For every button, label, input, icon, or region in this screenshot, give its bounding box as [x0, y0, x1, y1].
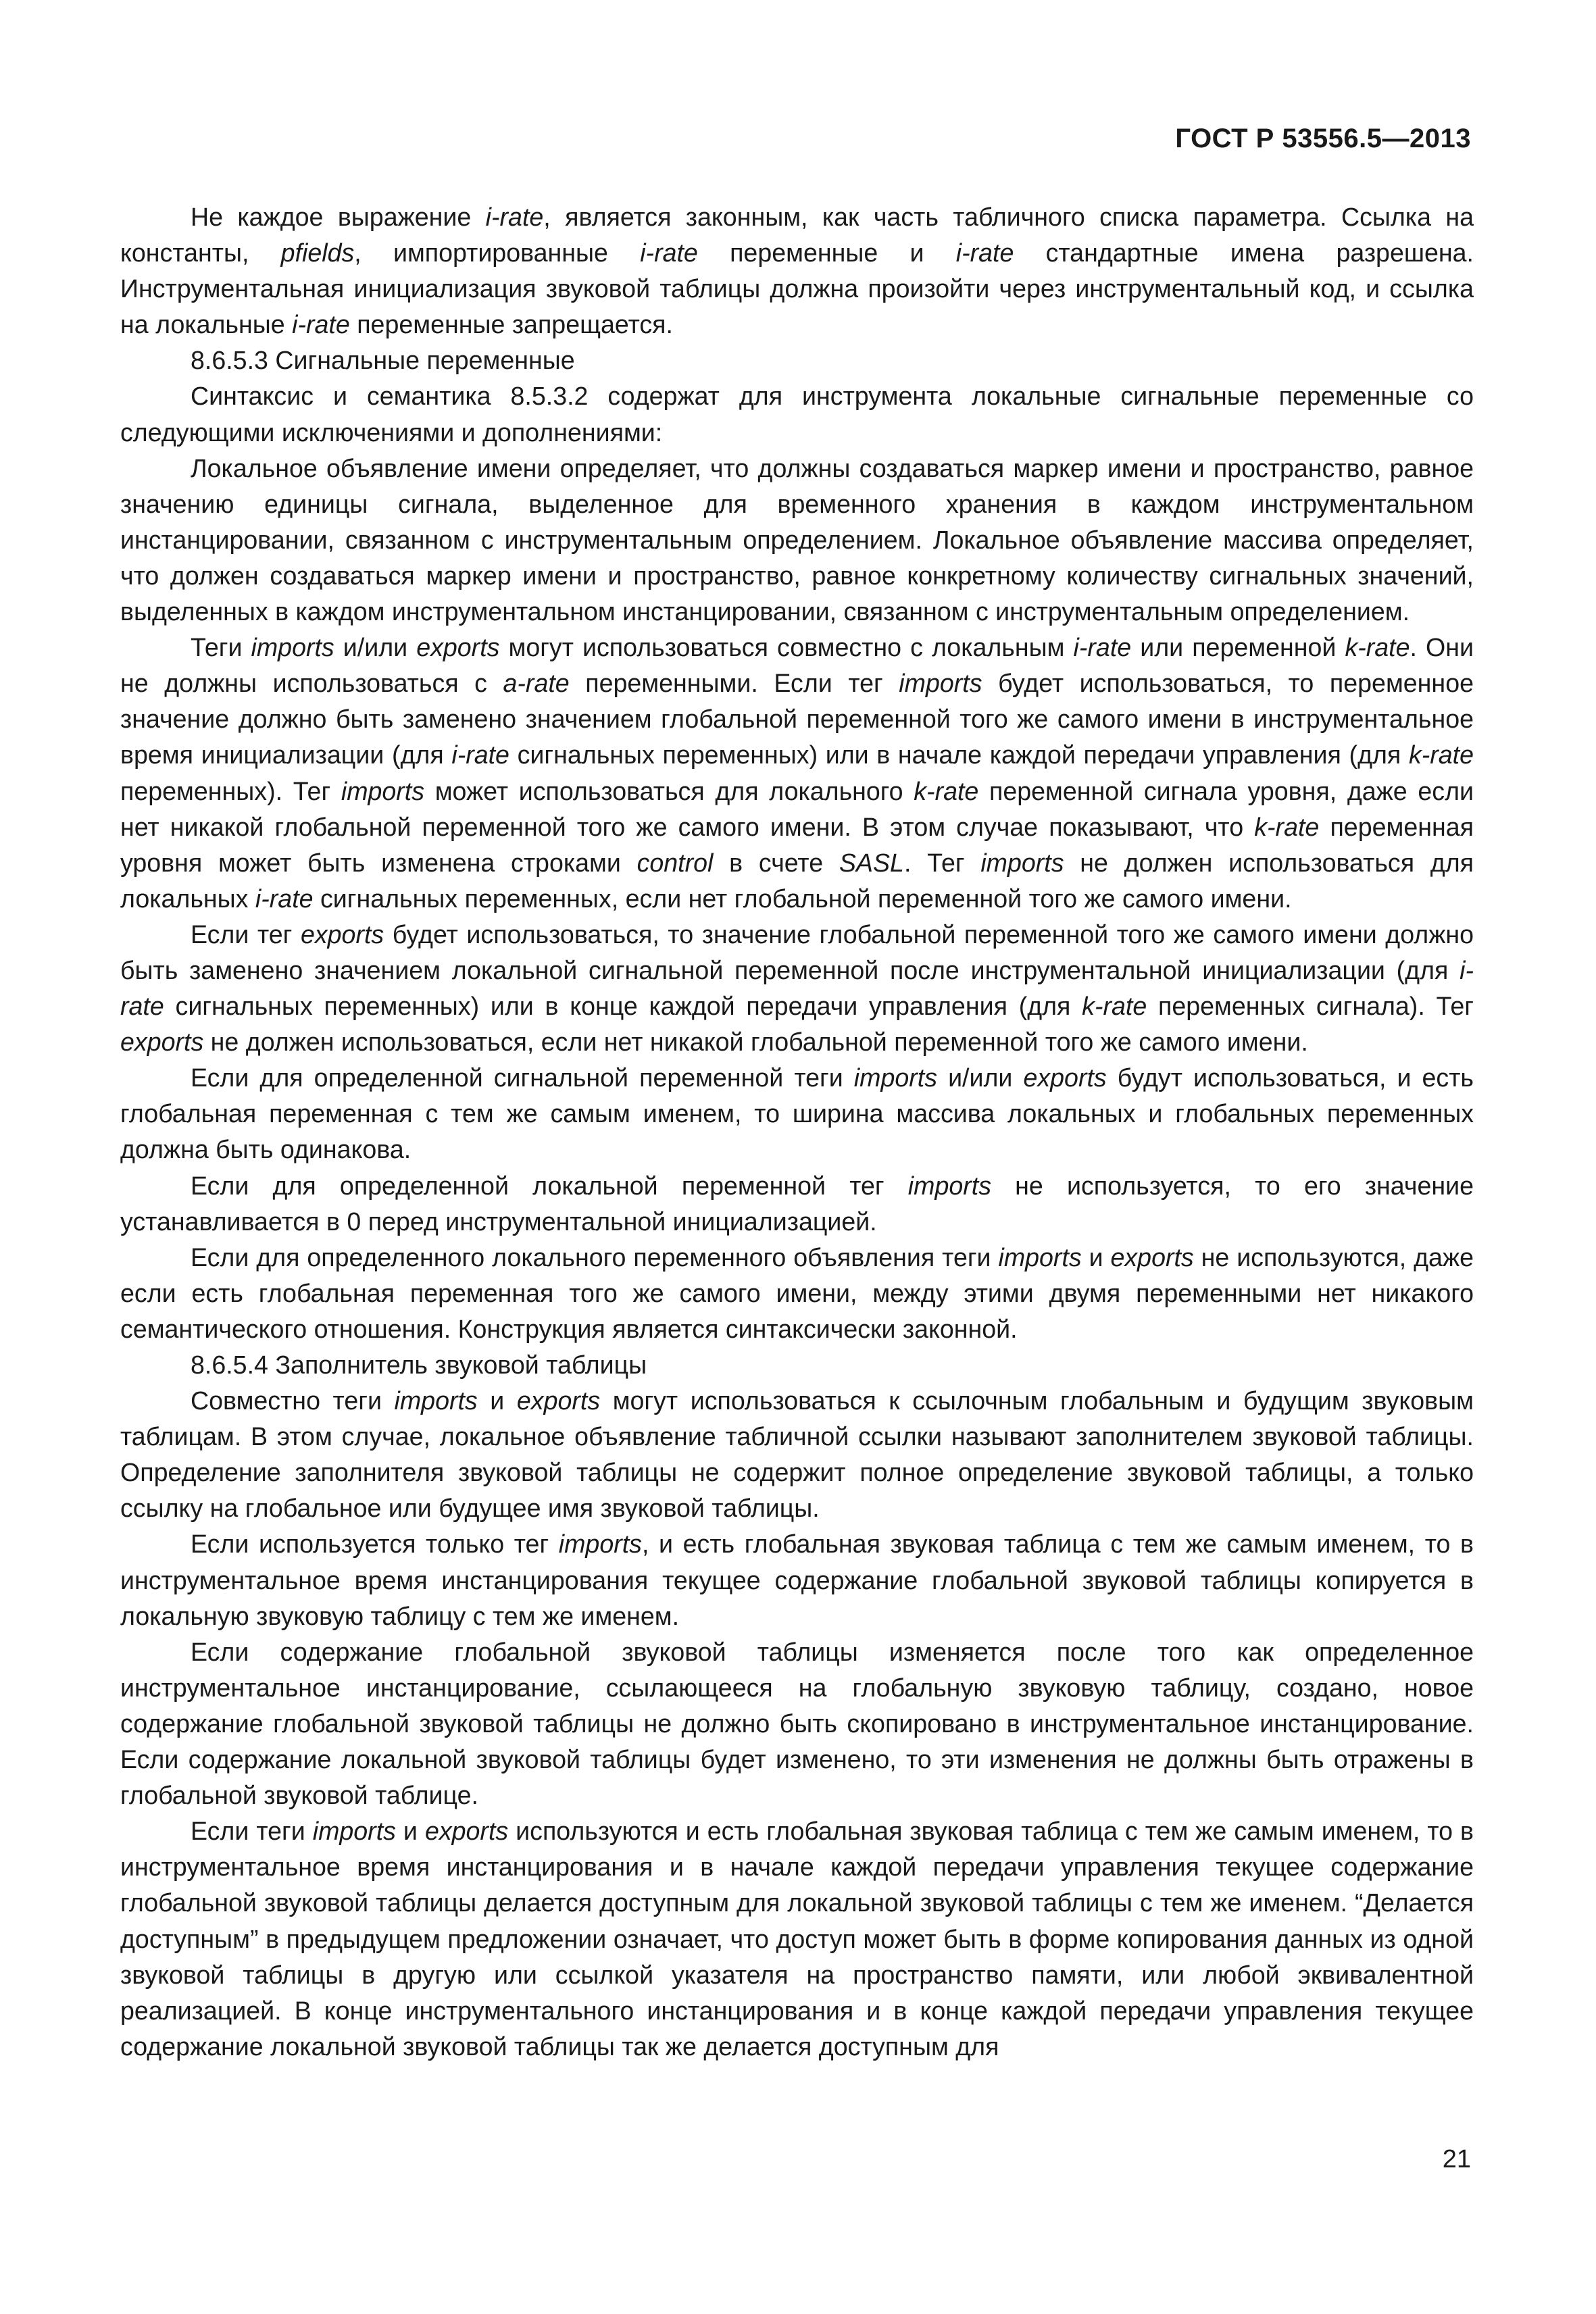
standard-header: ГОСТ Р 53556.5—2013	[1175, 124, 1471, 153]
body-text	[120, 199, 1474, 2065]
paragraph: Если теги imports и exports используются и есть глобальная звуковая таблица с тем же самым именем, то в инструментальное время инстанцирования и в начале каждой передачи управления текущее содержание глобальной звуковой таблицы делается доступным для локальной звуковой таблицы с тем же именем. “Делается доступным” в предыдущем предложении означает, что доступ может быть в форме копирования данных из одной звуковой таблицы в другую или ссылкой указателя на пространство памяти, или любой эквивалентной реализацией. В конце инструментального инстанцирования и в конце каждой передачи управления текущее содержание локальной звуковой таблицы так же делается доступным для	[120, 1817, 1474, 2061]
paragraph: Если содержание глобальной звуковой таблицы изменяется после того как определенное инструментальное инстанцирование, ссылающееся на глобальную звуковую таблицу, создано, новое содержание глобальной звуковой таблицы не должно быть скопировано в инструментальное инстанцирование. Если содержание локальной звуковой таблицы будет изменено, то эти изменения не должны быть отражены в глобальной звуковой таблице.	[120, 1637, 1474, 1810]
page-number: 21	[1442, 2145, 1471, 2173]
section-heading: 8.6.5.3 Сигнальные переменные	[191, 346, 575, 375]
paragraph: Теги imports и/или exports могут использоваться совместно с локальным i-rate или переменной k-rate. Они не должны использоваться с a-rate переменными. Если тег imports будет использоваться, то переменное значение должно быть заменено значением глобальной переменной того же самого имени в инструментальное время инициализации (для i-rate сигнальных переменных) или в начале каждой передачи управления (для k-rate переменных). Тег imports может использоваться для локального k-rate переменной сигнала уровня, даже если нет никакой глобальной переменной того же самого имени. В этом случае показывают, что k-rate переменная уровня может быть изменена строками control в счете SASL. Тег imports не должен использоваться для локальных i-rate сигнальных переменных, если нет глобальной переменной того же самого имени.	[120, 633, 1474, 913]
paragraph: Синтаксис и семантика 8.5.3.2 содержат для инструмента локальные сигнальные переменные со следующими исключениями и дополнениями:	[120, 382, 1474, 447]
paragraph: Если для определенной сигнальной переменной теги imports и/или exports будут использоваться, и есть глобальная переменная с тем же самым именем, то ширина массива локальных и глобальных переменных должна быть одинакова.	[120, 1063, 1474, 1164]
paragraph: Локальное объявление имени определяет, что должны создаваться маркер имени и пространство, равное значению единицы сигнала, выделенное для временного хранения в каждом инструментальном инстанцировании, связанном с инструментальным определением. Локальное объявление массива определяет, что должен создаваться маркер имени и пространство, равное конкретному количеству сигнальных значений, выделенных в каждом инструментальном инстанцировании, связанном с инструментальным определением.	[120, 453, 1474, 626]
paragraph: Если для определенной локальной переменной тег imports не используется, то его значение устанавливается в 0 перед инструментальной инициализацией.	[120, 1171, 1474, 1236]
section-heading: 8.6.5.4 Заполнитель звуковой таблицы	[191, 1351, 647, 1379]
paragraph: Если тег exports будет использоваться, то значение глобальной переменной того же самого имени должно быть заменено значением локальной сигнальной переменной после инструментальной инициализации (для i-rate сигнальных переменных) или в конце каждой передачи управления (для k-rate переменных сигнала). Тег exports не должен использоваться, если нет никакой глобальной переменной того же самого имени.	[120, 920, 1474, 1057]
paragraph: Не каждое выражение i-rate, является законным, как часть табличного списка параметра. Ссылка на константы, pfields, импортированные i-rate переменные и i-rate стандартные имена разрешена. Инструментальная инициализация звуковой таблицы должна произойти через инструментальный код, и ссылка на локальные i-rate переменные запрещается.	[120, 203, 1474, 339]
paragraph: Если для определенного локального переменного объявления теги imports и exports не используются, даже если есть глобальная переменная того же самого имени, между этими двумя переменными нет никакого семантического отношения. Конструкция является синтаксически законной.	[120, 1242, 1474, 1343]
paragraph: Если используется только тег imports, и есть глобальная звуковая таблица с тем же самым именем, то в инструментальное время инстанцирования текущее содержание глобальной звуковой таблицы копируется в локальную звуковую таблицу с тем же именем.	[120, 1530, 1474, 1630]
paragraph: Совместно теги imports и exports могут использоваться к ссылочным глобальным и будущим звуковым таблицам. В этом случае, локальное объявление табличной ссылки называют заполнителем звуковой таблицы. Определение заполнителя звуковой таблицы не содержит полное определение звуковой таблицы, а только ссылку на глобальное или будущее имя звуковой таблицы.	[120, 1386, 1474, 1523]
